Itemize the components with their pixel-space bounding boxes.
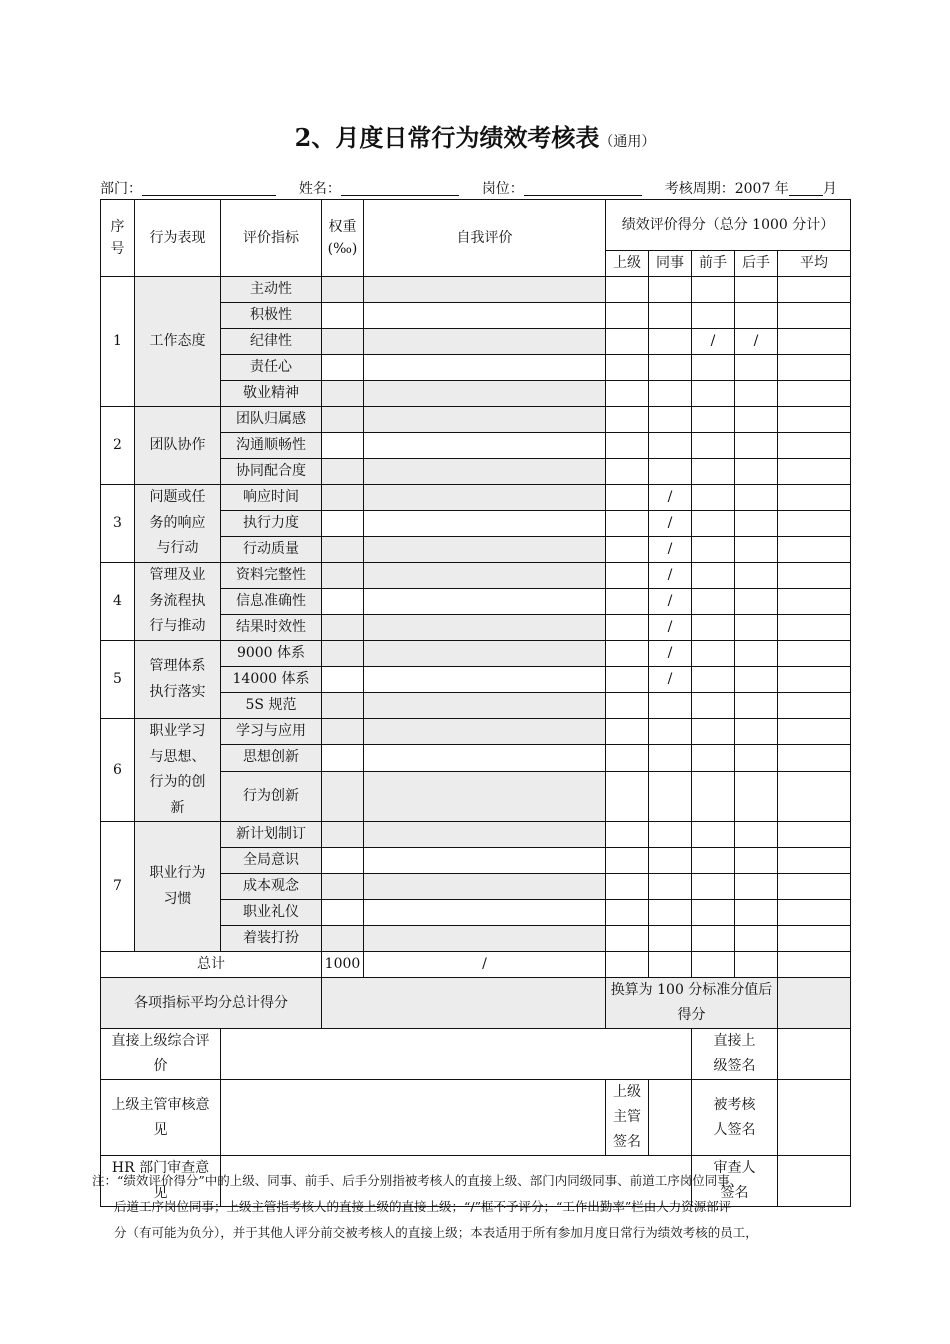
colleague-score-cell[interactable] [649,355,692,381]
self-eval-cell[interactable] [364,667,606,693]
superior-score-cell[interactable] [606,433,649,459]
colleague-score-cell[interactable] [649,719,692,745]
name-label: 姓名： [298,181,341,197]
total-label: 总计 [101,952,322,978]
senior-opinion-field[interactable] [221,1080,606,1156]
self-eval-cell[interactable] [364,329,606,355]
self-eval-cell[interactable] [364,459,606,485]
self-eval-cell[interactable] [364,719,606,745]
self-eval-cell[interactable] [364,433,606,459]
month-label: 月 [822,181,837,197]
upstream-score-cell[interactable] [692,771,735,822]
average-score-cell[interactable] [778,537,851,563]
na-slash: / [667,671,673,687]
downstream-score-cell[interactable] [735,459,778,485]
colleague-score-cell[interactable] [649,277,692,303]
downstream-score-cell[interactable] [735,641,778,667]
self-eval-cell[interactable] [364,900,606,926]
footnote [92,1168,872,1246]
group-seq: 1 [101,277,135,407]
upstream-score-cell[interactable] [692,641,735,667]
superior-score-cell[interactable] [606,874,649,900]
colleague-score-cell[interactable] [649,926,692,952]
downstream-score-cell[interactable] [735,667,778,693]
colleague-score-cell [649,615,692,641]
average-score-cell[interactable] [778,407,851,433]
average-score-cell[interactable] [778,848,851,874]
downstream-score-cell[interactable] [735,511,778,537]
average-score-cell[interactable] [778,563,851,589]
colleague-score-cell[interactable] [649,874,692,900]
upstream-score-cell[interactable] [692,433,735,459]
upstream-score-cell[interactable] [692,745,735,771]
weight-cell[interactable] [322,537,364,563]
indicator-cell: 结果时效性 [221,615,322,641]
downstream-score-cell[interactable] [735,693,778,719]
upstream-score-cell[interactable] [692,355,735,381]
average-score-cell[interactable] [778,277,851,303]
colleague-score-cell [649,589,692,615]
upstream-score-cell[interactable] [692,822,735,848]
period-label: 考核周期：2007 年 [664,181,789,197]
weight-cell[interactable] [322,719,364,745]
superior-score-cell[interactable] [606,485,649,511]
downstream-score-cell[interactable] [735,848,778,874]
header-behavior: 行为表现 [135,200,221,277]
superior-score-cell[interactable] [606,381,649,407]
indicator-cell: 新计划制订 [221,822,322,848]
weight-cell[interactable] [322,381,364,407]
header-info-row [100,178,852,198]
indicator-cell: 着装打扮 [221,926,322,952]
colleague-score-cell[interactable] [649,848,692,874]
superior-score-cell[interactable] [606,771,649,822]
colleague-score-cell[interactable] [649,745,692,771]
self-eval-cell[interactable] [364,511,606,537]
colleague-score-cell[interactable] [649,407,692,433]
footnote-line: 分（有可能为负分），并于其他人评分前交被考核人的直接上级；本表适用于所有参加月度日常行为绩效考核的员工， [114,1225,758,1240]
weight-cell[interactable] [322,641,364,667]
total-score-cell[interactable] [692,952,735,978]
group-name: 团队协作 [135,407,221,485]
downstream-score-cell [735,329,778,355]
self-eval-cell[interactable] [364,641,606,667]
na-slash: / [753,333,759,349]
indicator-cell: 责任心 [221,355,322,381]
downstream-score-cell[interactable] [735,926,778,952]
weight-cell[interactable] [322,589,364,615]
weight-cell[interactable] [322,407,364,433]
colleague-score-cell [649,641,692,667]
average-score-cell[interactable] [778,719,851,745]
indicator-cell: 团队归属感 [221,407,322,433]
na-slash: / [667,593,673,609]
downstream-score-cell[interactable] [735,485,778,511]
superior-score-cell[interactable] [606,537,649,563]
colleague-score-cell[interactable] [649,693,692,719]
group-name: 问题或任务的响应与行动 [135,485,221,563]
indicator-cell: 全局意识 [221,848,322,874]
colleague-score-cell [649,537,692,563]
self-eval-cell[interactable] [364,822,606,848]
upstream-score-cell[interactable] [692,874,735,900]
title-text: 2、月度日常行为绩效考核表 [294,123,600,152]
colleague-score-cell [649,563,692,589]
average-score-cell[interactable] [778,745,851,771]
indicator-cell: 14000 体系 [221,667,322,693]
header-indicator: 评价指标 [221,200,322,277]
superior-score-cell[interactable] [606,667,649,693]
header-downstream: 后手 [735,251,778,277]
downstream-score-cell[interactable] [735,719,778,745]
weight-cell[interactable] [322,329,364,355]
indicator-cell: 行动质量 [221,537,322,563]
total-score-cell[interactable] [778,952,851,978]
group-seq: 4 [101,563,135,641]
colleague-score-cell[interactable] [649,329,692,355]
average-score-cell[interactable] [778,641,851,667]
superior-score-cell[interactable] [606,511,649,537]
superior-score-cell[interactable] [606,459,649,485]
group-seq: 6 [101,719,135,822]
colleague-score-cell[interactable] [649,433,692,459]
direct-eval-label: 直接上级综合评价 [101,1029,221,1080]
average-score-cell[interactable] [778,485,851,511]
weight-cell[interactable] [322,485,364,511]
weight-cell[interactable] [322,848,364,874]
group-seq: 3 [101,485,135,563]
upstream-score-cell[interactable] [692,900,735,926]
superior-score-cell[interactable] [606,563,649,589]
group-name: 职业学习与思想、行为的创新 [135,719,221,822]
header-weight-line1: 权重 [328,219,357,235]
average-score-cell[interactable] [778,329,851,355]
footnote-line: 注：“绩效评价得分”中的上级、同事、前手、后手分别指被考核人的直接上级、部门内同级同事、前道工序岗位同事、 [92,1173,743,1188]
total-score-cell[interactable] [649,952,692,978]
upstream-score-cell[interactable] [692,459,735,485]
header-colleague: 同事 [649,251,692,277]
weight-cell[interactable] [322,745,364,771]
average-score-cell[interactable] [778,900,851,926]
weight-cell[interactable] [322,459,364,485]
average-score-cell[interactable] [778,667,851,693]
upstream-score-cell[interactable] [692,615,735,641]
na-slash: / [667,567,673,583]
indicator-cell: 主动性 [221,277,322,303]
superior-score-cell[interactable] [606,615,649,641]
avg-total-label: 各项指标平均分总计得分 [101,978,322,1029]
weight-cell[interactable] [322,822,364,848]
weight-cell[interactable] [322,511,364,537]
downstream-score-cell[interactable] [735,277,778,303]
document-title [0,118,950,153]
header-seq [101,200,135,277]
downstream-score-cell[interactable] [735,771,778,822]
na-slash: / [667,645,673,661]
indicator-cell: 沟通顺畅性 [221,433,322,459]
senior-sign-field[interactable] [649,1080,692,1156]
upstream-score-cell[interactable] [692,485,735,511]
direct-eval-field[interactable] [221,1029,692,1080]
downstream-score-cell[interactable] [735,822,778,848]
upstream-score-cell[interactable] [692,667,735,693]
average-score-cell[interactable] [778,693,851,719]
self-eval-cell[interactable] [364,848,606,874]
indicator-cell: 协同配合度 [221,459,322,485]
upstream-score-cell[interactable] [692,511,735,537]
total-score-cell[interactable] [606,952,649,978]
group-name: 管理体系执行落实 [135,641,221,719]
self-eval-cell[interactable] [364,745,606,771]
header-superior: 上级 [606,251,649,277]
assessee-sign-field[interactable] [778,1080,851,1156]
header-average: 平均 [778,251,851,277]
month-field[interactable] [789,181,823,196]
footnote-line: 后道工序岗位同事；上级主管指考核人的直接上级的直接上级；“/”框不予评分；“工作出勤率”栏由人力资源部评 [114,1199,732,1214]
weight-cell[interactable] [322,693,364,719]
colleague-score-cell[interactable] [649,381,692,407]
self-eval-cell[interactable] [364,355,606,381]
weight-cell[interactable] [322,900,364,926]
indicator-cell: 思想创新 [221,745,322,771]
weight-cell[interactable] [322,433,364,459]
downstream-score-cell[interactable] [735,407,778,433]
na-slash: / [667,489,673,505]
upstream-score-cell[interactable] [692,407,735,433]
upstream-score-cell[interactable] [692,848,735,874]
total-score-cell[interactable] [735,952,778,978]
direct-sign-field[interactable] [778,1029,851,1080]
weight-cell[interactable] [322,303,364,329]
colleague-score-cell [649,511,692,537]
upstream-score-cell[interactable] [692,563,735,589]
na-slash: / [667,541,673,557]
indicator-cell: 9000 体系 [221,641,322,667]
header-weight [322,200,364,277]
weight-cell[interactable] [322,771,364,822]
colleague-score-cell[interactable] [649,900,692,926]
colleague-score-cell [649,667,692,693]
total-self-eval: / [364,952,606,978]
average-score-cell[interactable] [778,926,851,952]
superior-score-cell[interactable] [606,641,649,667]
weight-cell[interactable] [322,563,364,589]
self-eval-cell[interactable] [364,303,606,329]
name-field[interactable] [341,181,459,196]
indicator-cell: 行为创新 [221,771,322,822]
superior-score-cell[interactable] [606,926,649,952]
superior-score-cell[interactable] [606,407,649,433]
self-eval-cell[interactable] [364,277,606,303]
average-score-cell[interactable] [778,511,851,537]
group-seq: 2 [101,407,135,485]
downstream-score-cell[interactable] [735,589,778,615]
downstream-score-cell[interactable] [735,745,778,771]
superior-score-cell[interactable] [606,848,649,874]
indicator-cell: 敬业精神 [221,381,322,407]
superior-score-cell[interactable] [606,719,649,745]
self-eval-cell[interactable] [364,407,606,433]
upstream-score-cell[interactable] [692,537,735,563]
group-seq: 5 [101,641,135,719]
upstream-score-cell[interactable] [692,719,735,745]
weight-cell[interactable] [322,667,364,693]
downstream-score-cell[interactable] [735,355,778,381]
indicator-cell: 纪律性 [221,329,322,355]
downstream-score-cell[interactable] [735,303,778,329]
average-score-cell[interactable] [778,771,851,822]
average-score-cell[interactable] [778,459,851,485]
indicator-cell: 职业礼仪 [221,900,322,926]
upstream-score-cell[interactable] [692,589,735,615]
superior-score-cell[interactable] [606,329,649,355]
downstream-score-cell[interactable] [735,433,778,459]
self-eval-cell[interactable] [364,874,606,900]
hr-opinion-label: HR 部门审查意见 [101,1156,221,1207]
converted-score-label: 换算为 100 分标准分值后得分 [606,978,778,1029]
average-score-cell[interactable] [778,874,851,900]
dept-label: 部门： [100,181,142,197]
superior-score-cell[interactable] [606,745,649,771]
upstream-score-cell[interactable] [692,693,735,719]
self-eval-cell[interactable] [364,485,606,511]
group-name: 工作态度 [135,277,221,407]
senior-opinion-label: 上级主管审核意见 [101,1080,221,1156]
indicator-cell: 信息准确性 [221,589,322,615]
header-upstream: 前手 [692,251,735,277]
upstream-score-cell[interactable] [692,277,735,303]
total-weight: 1000 [322,952,364,978]
converted-score-value[interactable] [778,978,851,1029]
self-eval-cell[interactable] [364,589,606,615]
indicator-cell: 执行力度 [221,511,322,537]
colleague-score-cell[interactable] [649,822,692,848]
avg-total-value[interactable] [322,978,606,1029]
superior-score-cell[interactable] [606,693,649,719]
average-score-cell[interactable] [778,433,851,459]
dept-field[interactable] [142,181,276,196]
colleague-score-cell [649,485,692,511]
weight-cell[interactable] [322,874,364,900]
downstream-score-cell[interactable] [735,874,778,900]
average-score-cell[interactable] [778,303,851,329]
colleague-score-cell[interactable] [649,303,692,329]
self-eval-cell[interactable] [364,771,606,822]
superior-score-cell[interactable] [606,822,649,848]
direct-sign-label: 直接上级签名 [692,1029,778,1080]
downstream-score-cell[interactable] [735,537,778,563]
superior-score-cell[interactable] [606,277,649,303]
superior-score-cell[interactable] [606,355,649,381]
upstream-score-cell [692,329,735,355]
header-weight-line2: (‰) [327,241,358,257]
upstream-score-cell[interactable] [692,926,735,952]
average-score-cell[interactable] [778,589,851,615]
superior-score-cell[interactable] [606,900,649,926]
header-self-eval: 自我评价 [364,200,606,277]
downstream-score-cell[interactable] [735,615,778,641]
upstream-score-cell[interactable] [692,303,735,329]
average-score-cell[interactable] [778,822,851,848]
downstream-score-cell[interactable] [735,563,778,589]
post-field[interactable] [524,181,642,196]
self-eval-cell[interactable] [364,693,606,719]
colleague-score-cell[interactable] [649,771,692,822]
title-subtitle: （通用） [599,134,656,150]
weight-cell[interactable] [322,355,364,381]
header-seq-text: 序号 [110,219,125,257]
header-score-group: 绩效评价得分（总分 1000 分计） [606,200,851,251]
assessee-sign-label: 被考核人签名 [692,1080,778,1156]
indicator-cell: 成本观念 [221,874,322,900]
na-slash: / [667,515,673,531]
downstream-score-cell[interactable] [735,381,778,407]
na-slash: / [710,333,716,349]
average-score-cell[interactable] [778,381,851,407]
self-eval-cell[interactable] [364,381,606,407]
self-eval-cell[interactable] [364,926,606,952]
reviewer-sign-label: 审查人签名 [692,1156,778,1207]
self-eval-cell[interactable] [364,563,606,589]
weight-cell[interactable] [322,926,364,952]
indicator-cell: 资料完整性 [221,563,322,589]
downstream-score-cell[interactable] [735,900,778,926]
self-eval-cell[interactable] [364,537,606,563]
colleague-score-cell[interactable] [649,459,692,485]
group-name: 管理及业务流程执行与推动 [135,563,221,641]
senior-sign-label: 上级主管签名 [606,1080,649,1156]
average-score-cell[interactable] [778,355,851,381]
indicator-cell: 积极性 [221,303,322,329]
upstream-score-cell[interactable] [692,381,735,407]
weight-cell[interactable] [322,615,364,641]
indicator-cell: 学习与应用 [221,719,322,745]
weight-cell[interactable] [322,277,364,303]
self-eval-cell[interactable] [364,615,606,641]
post-label: 岗位： [481,181,524,197]
group-seq: 7 [101,822,135,952]
superior-score-cell[interactable] [606,589,649,615]
superior-score-cell[interactable] [606,303,649,329]
assessment-table [100,199,851,1207]
average-score-cell[interactable] [778,615,851,641]
group-name: 职业行为习惯 [135,822,221,952]
indicator-cell: 响应时间 [221,485,322,511]
indicator-cell: 5S 规范 [221,693,322,719]
na-slash: / [667,619,673,635]
